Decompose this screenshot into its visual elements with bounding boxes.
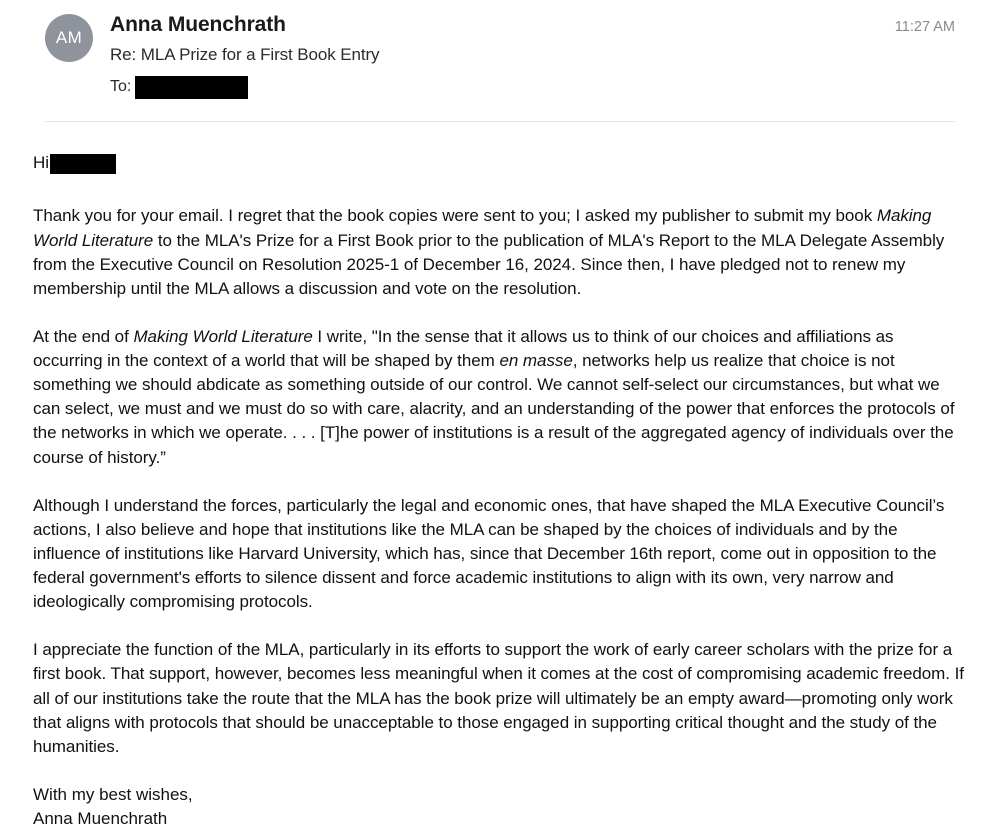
paragraph-2-part-1: At the end of — [33, 326, 134, 346]
paragraph-2-part-2: I write, "In the sense that it allows us to think of our choices and affiliations as occurring in the context of a world that will be shaped by them — [33, 326, 894, 371]
body-paragraph-1 — [33, 175, 967, 301]
greeting-text: Hi — [33, 152, 50, 172]
book-title-italic: Making World Literature — [133, 326, 313, 346]
recipient-label: To: — [110, 78, 132, 96]
signature-name: Anna Muenchrath — [33, 809, 168, 829]
sender-name[interactable]: Anna Muenchrath — [110, 13, 286, 36]
recipient-redaction-bar — [135, 76, 248, 99]
book-title-italic: Making World Literature — [33, 206, 932, 250]
body-paragraph-4: I appreciate the function of the MLA, particularly in its efforts to support the work of early career scholars with the prize for a first book. That support, however, becomes less meaningful when it comes at the cost of compromising academic freedom. If all of our institutions take the route that the MLA has the book prize will ultimately be an empty award—promoting only work that aligns with protocols that should be unacceptable to those engaged in supporting critical thought and the study of the humanities. — [33, 640, 964, 756]
header-text-block — [93, 12, 955, 99]
body-paragraph-2 — [33, 301, 967, 470]
signature-closing: With my best wishes, — [33, 784, 193, 804]
avatar[interactable] — [45, 14, 93, 62]
sender-row — [110, 12, 955, 38]
en-masse-italic: en masse — [499, 351, 573, 371]
greeting-line — [33, 122, 967, 176]
paragraph-1-part-1: Thank you for your email. I regret that the book copies were sent to you; I asked my publisher to submit my book — [33, 206, 877, 226]
paragraph-1-part-2: to the MLA's Prize for a First Book prior to the publication of MLA's Report to the MLA Delegate Assembly from the Executive Council on Resolution 2025-1 of December 16, 2024. Since then, I have pledged not to renew my membership until the MLA allows a discussion and vote on the resolution. — [33, 230, 945, 298]
email-header — [0, 0, 1000, 99]
email-body — [0, 122, 1000, 831]
subject-line: Re: MLA Prize for a First Book Entry — [110, 45, 380, 65]
avatar-initials: AM — [55, 28, 83, 47]
recipient-row[interactable] — [110, 76, 955, 99]
body-paragraph-3: Although I understand the forces, particularly the legal and economic ones, that have shaped the MLA Executive Council’s actions, I also believe and hope that institutions like the MLA can be shaped by the choices of individuals and by the influence of institutions like Harvard University, which has, since that December 16th report, come out in opposition to the federal government's efforts to silence dissent and force academic institutions to align with its own, very narrow and ideologically compromising protocols. — [33, 495, 945, 612]
message-timestamp: 11:27 AM — [894, 19, 955, 35]
signature-block — [33, 759, 967, 831]
paragraph-2-part-3: , networks help us realize that choice is not something we should abdicate as something outside of our control. We cannot self-select our circumstances, but what we can select, we must and we must do so with care, alacrity, and an understanding of the power that enforces the protocols of the networks in which we operate. . . . [T]he power of institutions is a result of the aggregated agency of individuals over the course of history.” — [33, 351, 955, 467]
greeting-redaction-bar — [50, 154, 116, 174]
